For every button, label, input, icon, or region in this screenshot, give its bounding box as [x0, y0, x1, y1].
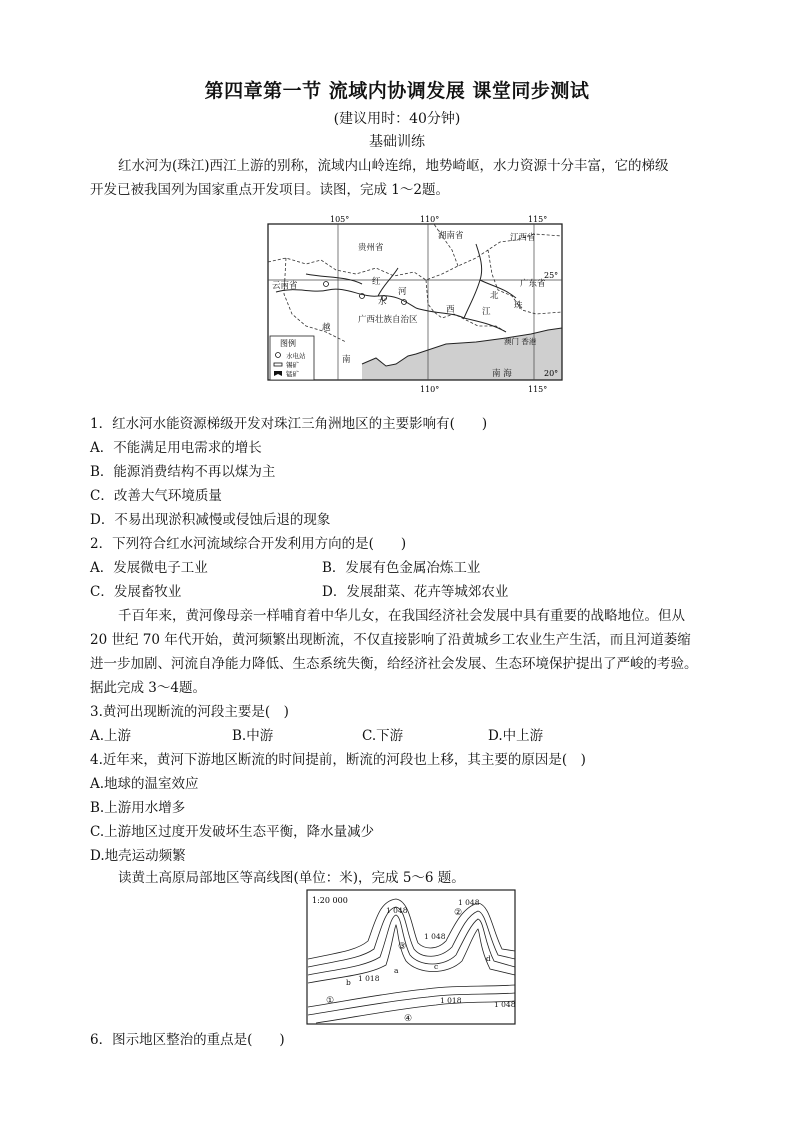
- point-c: c: [434, 962, 439, 971]
- lon-label-105: 105°: [330, 215, 350, 224]
- q1-option-c: C．改善大气环境质量: [90, 488, 222, 504]
- legend-title: 图例: [280, 339, 296, 348]
- label-guizhou: 贵州省: [358, 243, 384, 253]
- point-3: ③: [398, 942, 407, 952]
- q4-option-b: B.上游用水增多: [90, 800, 186, 816]
- lon-label-115-bottom: 115°: [528, 385, 548, 394]
- q1-option-d: D．不易出现淤积减慢或侵蚀后退的现象: [90, 512, 331, 528]
- passage-2: [90, 604, 710, 700]
- label-hunan: 湖南省: [438, 231, 464, 241]
- q2-stem: 2．下列符合红水河流域综合开发利用方向的是( ): [90, 536, 407, 552]
- label-shui: 水: [378, 297, 387, 307]
- label-nan: 南: [342, 355, 351, 365]
- q3-stem: 3.黄河出现断流的河段主要是( ): [90, 704, 289, 720]
- section-heading: 基础训练: [369, 134, 425, 150]
- label-he: 河: [398, 287, 407, 297]
- label-yue: 越: [322, 323, 331, 333]
- point-1: ①: [326, 996, 335, 1006]
- contour-label-4: 1 018: [358, 974, 380, 983]
- q1-stem: 1．红水河水能资源梯级开发对珠江三角洲地区的主要影响有( ): [90, 416, 488, 432]
- q6-stem: 6．图示地区整治的重点是( ): [90, 1032, 285, 1048]
- loess-contour-map: [306, 889, 516, 1025]
- label-hong: 红: [372, 277, 381, 287]
- passage-1-line-1: 红水河为(珠江)西江上游的别称，流域内山岭连绵，地势崎岖，水力资源十分丰富，它的梯级: [118, 158, 669, 174]
- hongshui-river-map: [266, 214, 568, 402]
- point-d: d: [486, 954, 491, 963]
- label-jiang: 江: [482, 307, 491, 317]
- legend-item-hydro: 水电站: [286, 352, 306, 360]
- legend-item-manganese: 锰矿: [286, 370, 299, 378]
- lon-label-110-bottom: 110°: [420, 385, 440, 394]
- label-bei: 北: [490, 291, 499, 301]
- contour-label-6: 1 048: [494, 1000, 516, 1009]
- contour-label-1: 1 048: [386, 906, 408, 915]
- label-guangxi: 广西壮族自治区: [358, 315, 418, 325]
- q3-option-d: D.中上游: [488, 728, 544, 744]
- label-jiangxi: 江西省: [510, 233, 536, 243]
- page-title: 第四章第一节 流域内协调发展 课堂同步测试: [204, 80, 590, 102]
- passage-3: 读黄土高原局部地区等高线图(单位：米)，完成 5～6 题。: [118, 870, 465, 886]
- point-b: b: [346, 978, 351, 987]
- point-4: ④: [404, 1014, 413, 1024]
- passage-2-line-3: 进一步加剧、河流自净能力降低、生态系统失衡，给经济社会发展、生态环境保护提出了严峻的考验。: [90, 656, 698, 672]
- q3-option-c: C.下游: [362, 728, 404, 744]
- q1-option-b: B．能源消费结构不再以煤为主: [90, 464, 276, 480]
- q3-option-b: B.中游: [232, 728, 274, 744]
- passage-2-line-2: 20 世纪 70 年代开始，黄河频繁出现断流，不仅直接影响了沿黄城乡工农业生产生活，而且河道萎缩: [90, 632, 691, 648]
- label-yunnan: 云南省: [272, 281, 298, 291]
- contour-label-3: 1 048: [424, 932, 446, 941]
- q2-option-b: B．发展有色金属冶炼工业: [322, 560, 481, 576]
- legend-item-tin: 锡矿: [286, 361, 299, 369]
- hydro-station-markers: [324, 282, 407, 305]
- point-2: ②: [454, 908, 463, 918]
- q2-option-c: C．发展畜牧业: [90, 584, 182, 600]
- label-guangdong: 广东省: [520, 279, 546, 289]
- label-macao-hk: 澳门 香港: [504, 337, 537, 346]
- q1-option-a: A．不能满足用电需求的增长: [90, 440, 262, 456]
- map-legend: [270, 336, 314, 380]
- q3-option-a: A.上游: [90, 728, 132, 744]
- map-scale: 1:20 000: [312, 896, 348, 905]
- q2-option-a: A．发展微电子工业: [90, 560, 208, 576]
- label-nanhai: 南 海: [492, 369, 512, 379]
- q4-option-d: D.地壳运动频繁: [90, 848, 186, 864]
- passage-2-line-4: 据此完成 3～4题。: [90, 680, 206, 696]
- south-china-sea: [416, 328, 562, 380]
- time-note: (建议用时：40分钟): [333, 111, 461, 127]
- q4-option-a: A.地球的温室效应: [90, 776, 199, 792]
- point-a: a: [394, 966, 399, 975]
- lon-label-115-top: 115°: [528, 215, 548, 224]
- q4-stem: 4.近年来，黄河下游地区断流的时间提前，断流的河段也上移，其主要的原因是( ): [90, 752, 586, 768]
- label-zhu: 珠: [514, 301, 523, 311]
- q4-option-c: C.上游地区过度开发破坏生态平衡，降水量减少: [90, 824, 375, 840]
- contour-label-5: 1 018: [440, 996, 462, 1005]
- label-xi: 西: [446, 305, 455, 315]
- lat-label-20: 20°: [544, 369, 559, 378]
- q2-option-d: D．发展甜菜、花卉等城郊农业: [322, 584, 509, 600]
- lat-label-25: 25°: [544, 271, 559, 280]
- passage-1: [90, 154, 710, 202]
- passage-1-line-2: 开发已被我国列为国家重点开发项目。读图，完成 1～2题。: [90, 182, 449, 198]
- lon-label-110-top: 110°: [420, 215, 440, 224]
- passage-2-line-1: 千百年来，黄河像母亲一样哺育着中华儿女，在我国经济社会发展中具有重要的战略地位。但从: [118, 608, 685, 624]
- contour-label-2: 1 048: [458, 898, 480, 907]
